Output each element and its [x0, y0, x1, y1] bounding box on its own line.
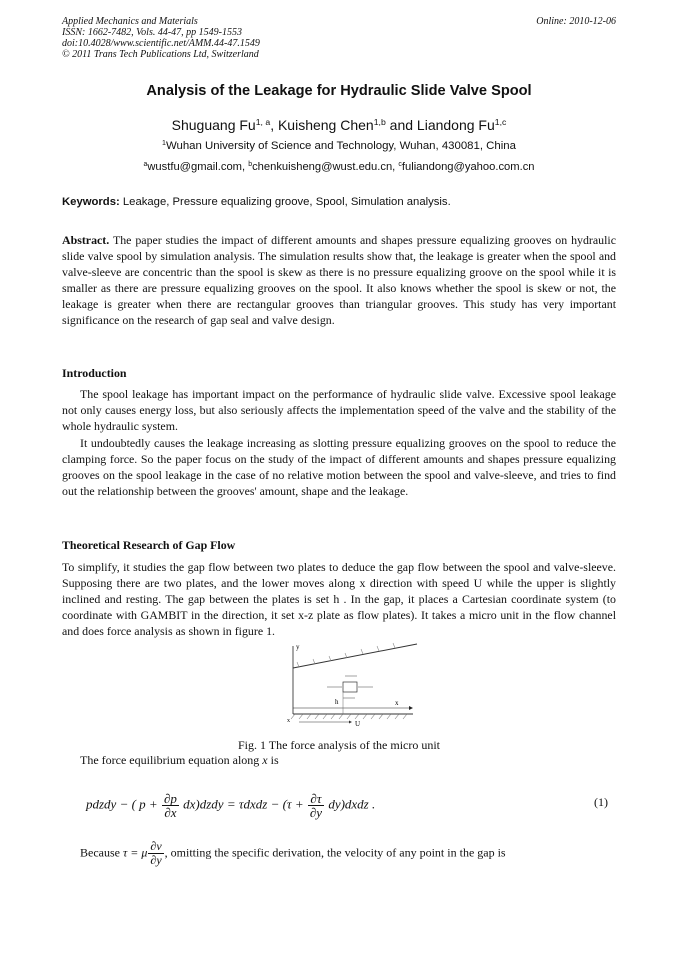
speed-label-u: U	[355, 720, 361, 728]
journal-name: Applied Mechanics and Materials	[62, 16, 198, 27]
fraction-dtau-dy	[308, 792, 324, 819]
running-header	[62, 16, 616, 60]
fraction-numerator: ∂p	[163, 791, 177, 806]
fraction-dp-dx	[162, 792, 179, 819]
fraction-numerator: ∂v	[150, 839, 162, 853]
email-mark: c	[398, 161, 402, 169]
author-separator: ,	[270, 117, 278, 133]
affiliation	[0, 140, 678, 152]
tau-expression: τ = μ	[122, 845, 148, 860]
email-link[interactable]: chenkuisheng@wust.edu.cn,	[252, 161, 399, 173]
author-name: Kuisheng Chen	[277, 117, 374, 133]
author-separator: and	[385, 117, 417, 133]
theory-paragraph-1: To simplify, it studies the gap flow between two plates to deduce the gap flow between the spool and valve-sleeve. Supposing there are two plates, and the lower moves along x direction with speed U while the upper is slightly inclined and resting. The gap between the plates is set h . In the gap, it places a Cartesian coordinate system (to coordinate with GAMBIT in the direction, it set x-z plate as flow plates). It takes a micro unit in the flow channel and does force analysis as shown in figure 1.	[62, 560, 616, 638]
author-name: Liandong Fu	[416, 117, 495, 133]
author-affil-mark: 1, a	[255, 117, 271, 128]
email-mark: b	[248, 161, 253, 169]
abstract	[62, 232, 616, 328]
equation-intro-text: The force equilibrium equation along	[80, 753, 263, 767]
author-affil-mark: 1,c	[494, 117, 507, 128]
keywords-text: Leakage, Pressure equalizing groove, Spool, Simulation analysis.	[119, 196, 451, 208]
abstract-label: Abstract.	[62, 233, 110, 247]
introduction-paragraph-2: It undoubtedly causes the leakage increasing as slotting pressure equalizing grooves on the spool to reduce the clamping force. So the paper focus on the study of the impact of different amounts and shapes pressure equalizing grooves on the spool leakage in the case of no relative motion between the spool and valve-sleeve, and tries to find out the relationship between the grooves' amount, shape and the leakage.	[62, 436, 616, 498]
equation-intro-text-end: is	[267, 753, 279, 767]
fraction-numerator: ∂τ	[308, 792, 324, 806]
equation-term: dx)dzdy = τdxdz − (τ +	[179, 796, 307, 812]
fraction-denominator: ∂y	[309, 805, 323, 820]
author-affil-mark: 1,b	[373, 117, 386, 128]
fraction-denominator: ∂x	[164, 805, 177, 820]
email-link[interactable]: fuliandong@yahoo.com.cn	[401, 161, 535, 173]
doi-line: doi:10.4028/www.scientific.net/AMM.44-47.1549	[62, 38, 260, 49]
email-mark: a	[143, 161, 148, 169]
equation-term: dy)dxdz .	[325, 796, 376, 812]
introduction-paragraph-1: The spool leakage has important impact on the performance of hydraulic slide valve. Excessive spool leakage not only causes energy loss, but also seriously affects the implementation speed of the valve and the stability of the whole hydraulic system.	[62, 387, 616, 433]
paper-title: Analysis of the Leakage for Hydraulic Slide Valve Spool	[146, 83, 532, 99]
equation-intro	[80, 753, 279, 768]
abstract-text: The paper studies the impact of different amounts and shapes pressure equalizing grooves on hydraulic slide valve spool by simulation analysis. The simulation results show that, the leakage is greater when the spool and valve-sleeve are concentric than the spool is skew as there is no pressure equalizing groove on the spool while it is smaller as there are pressure equalizing grooves on the spool. It also knows whether the spool is skew or not, the leakage is greater when there are rectangular grooves than triangular grooves. This study has very important significance on the research of gap seal and valve design.	[62, 233, 616, 327]
keywords	[62, 196, 616, 208]
force-analysis-figure	[285, 642, 425, 728]
copyright-line: © 2011 Trans Tech Publications Ltd, Switzerland	[62, 49, 259, 60]
online-date: Online: 2010-12-06	[536, 16, 616, 27]
axis-label-y: y	[296, 643, 300, 651]
keywords-label: Keywords:	[62, 196, 120, 208]
axis-label-x: x	[395, 699, 399, 707]
origin-label: x	[287, 718, 290, 724]
equation-intro-variable: x	[262, 753, 268, 767]
email-list	[0, 161, 678, 173]
equation-number: (1)	[594, 795, 608, 809]
because-text: Because	[80, 845, 123, 860]
section-heading-theory: Theoretical Research of Gap Flow	[62, 538, 236, 552]
email-link[interactable]: wustfu@gmail.com,	[147, 161, 249, 173]
affiliation-text: Wuhan University of Science and Technology, Wuhan, 430081, China	[165, 140, 516, 152]
because-line	[80, 840, 506, 867]
equation-term: pdzdy − ( p +	[86, 796, 161, 812]
issn-line: ISSN: 1662-7482, Vols. 44-47, pp 1549-1553	[62, 27, 242, 38]
fraction-dv-dy	[148, 840, 163, 867]
equation-1	[86, 792, 375, 819]
section-heading-introduction: Introduction	[62, 366, 127, 380]
author-list	[0, 117, 678, 133]
gap-label-h: h	[335, 698, 339, 706]
affiliation-mark: 1	[162, 140, 166, 148]
fraction-denominator: ∂y	[150, 853, 162, 867]
author-name: Shuguang Fu	[171, 117, 256, 133]
figure-caption: Fig. 1 The force analysis of the micro unit	[237, 738, 441, 752]
because-text-end: , omitting the specific derivation, the velocity of any point in the gap is	[164, 845, 506, 860]
